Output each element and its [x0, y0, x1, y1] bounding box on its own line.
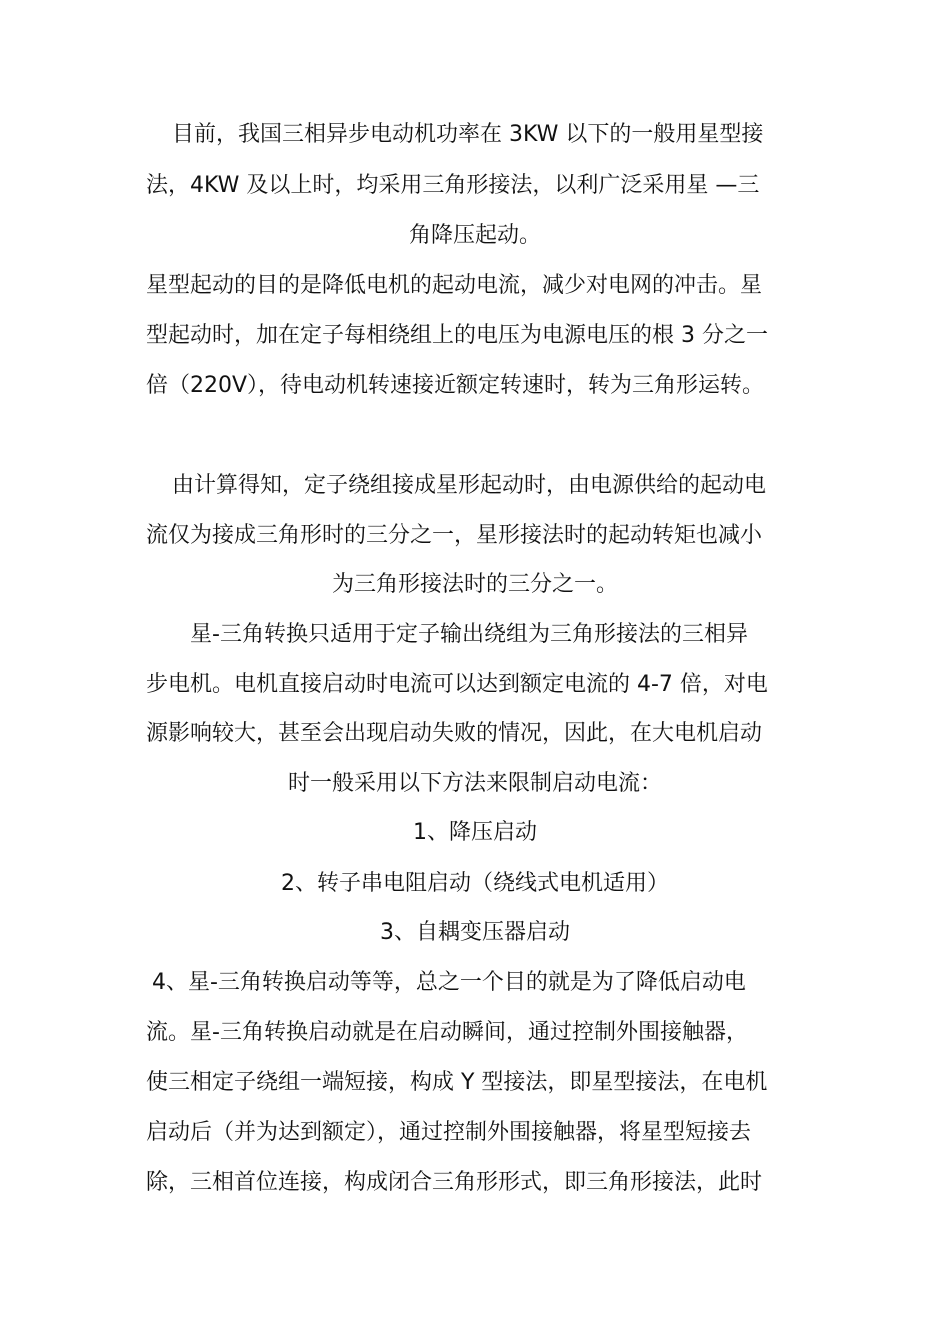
text-line: 目前，我国三相异步电动机功率在 3KW 以下的一般用星型接 — [172, 122, 764, 147]
text-line: 流仅为接成三角形时的三分之一，星形接法时的起动转矩也减小 — [146, 523, 763, 548]
text-line: 使三相定子绕组一端短接，构成 Y 型接法，即星型接法，在电机 — [146, 1070, 768, 1095]
list-item: 1、降压启动 — [413, 820, 537, 845]
text-line: 星-三角转换只适用于定子输出绕组为三角形接法的三相异 — [190, 622, 748, 647]
text-line: 由计算得知，定子绕组接成星形起动时，由电源供给的起动电 — [172, 473, 767, 498]
text-line: 步电机。电机直接启动时电流可以达到额定电流的 4-7 倍，对电 — [146, 672, 768, 697]
text-line: 为三角形接法时的三分之一。 — [331, 572, 618, 597]
text-line: 除，三相首位连接，构成闭合三角形形式，即三角形接法，此时 — [146, 1170, 763, 1195]
list-item: 4、星-三角转换启动等等，总之一个目的就是为了降低启动电 — [152, 970, 746, 995]
text-line: 星型起动的目的是降低电机的起动电流，减少对电网的冲击。星 — [146, 273, 763, 298]
list-item: 3、自耦变压器启动 — [380, 920, 570, 945]
list-item: 2、转子串电阻启动（绕线式电机适用） — [281, 871, 669, 896]
text-line: 源影响较大，甚至会出现启动失败的情况，因此，在大电机启动 — [146, 721, 763, 746]
text-line: 流。星-三角转换启动就是在启动瞬间，通过控制外围接触器， — [146, 1020, 748, 1045]
text-line: 时一般采用以下方法来限制启动电流： — [287, 771, 662, 796]
text-line: 倍（220V），待电动机转速接近额定转速时，转为三角形运转。 — [146, 373, 765, 398]
text-line: 法，4KW 及以上时，均采用三角形接法，以利广泛采用星 —三 — [146, 173, 760, 198]
text-line: 启动后（并为达到额定），通过控制外围接触器，将星型短接去 — [146, 1120, 752, 1145]
text-line: 角降压起动。 — [408, 223, 541, 248]
text-line: 型起动时，加在定子每相绕组上的电压为电源电压的根 3 分之一 — [146, 323, 768, 348]
